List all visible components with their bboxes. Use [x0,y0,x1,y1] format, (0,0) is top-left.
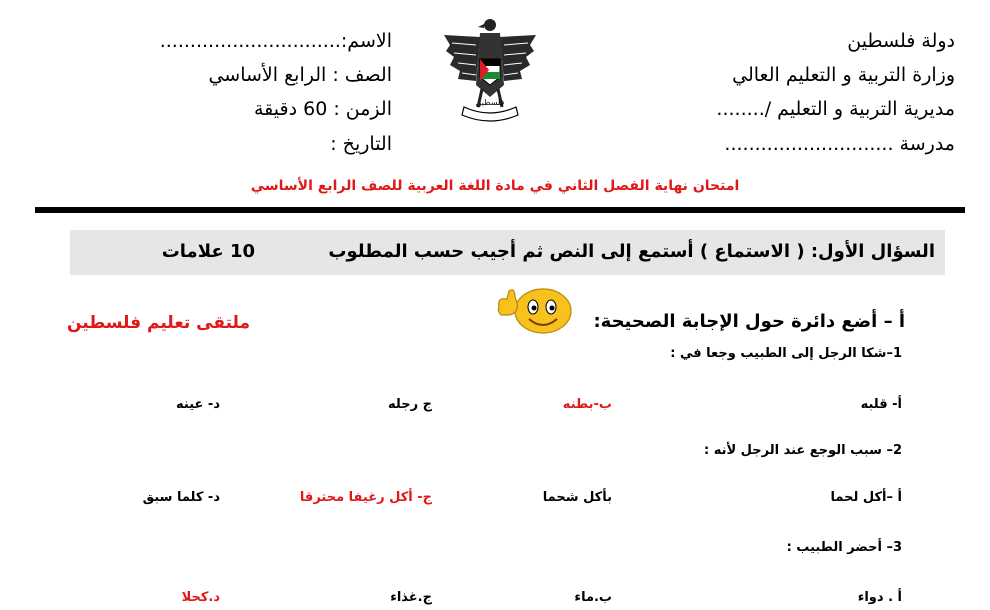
section-a-title: أ – أضع دائرة حول الإجابة الصحيحة: [593,311,905,332]
q1-option-d[interactable]: د- عينه [176,397,220,412]
question-2-text: 2– سبب الوجع عند الرجل لأنه : [703,443,902,458]
question-3-text: 3– أحضر الطبيب : [786,540,902,555]
school-line: مدرسة ............................ [724,133,955,155]
header-divider [35,207,965,213]
time-line: الزمن : 60 دقيقة [254,98,392,120]
student-name-field: الاسم:.............................. [159,30,392,52]
forum-name: ملتقى تعليم فلسطين [66,313,250,333]
directorate-line: مديرية التربية و التعليم /........ [716,98,955,120]
exam-title: امتحان نهاية الفصل الثاني في مادة اللغة العربية للصف الرابع الأساسي [250,178,740,194]
q2-option-b[interactable]: بأكل شحما [542,490,612,505]
q3-option-c[interactable]: ج.غذاء [390,590,432,605]
q1-option-a[interactable]: أ- قلبه [860,397,902,412]
question-1-text: 1–شكا الرجل إلى الطبيب وجعا في : [670,346,902,361]
emblem-caption: فلسطين [475,98,505,107]
state-name: دولة فلسطين [847,30,955,52]
q3-option-a[interactable]: أ . دواء [857,590,902,605]
ministry-name: وزارة التربية و التعليم العالي [732,64,955,86]
grade-line: الصف : الرابع الأساسي [208,64,392,86]
question1-title: السؤال الأول: ( الاستماع ) أستمع إلى النص ثم أجيب حسب المطلوب [328,241,935,262]
q2-option-d[interactable]: د- كلما سبق [142,490,220,505]
q3-option-b[interactable]: ب.ماء [574,590,612,605]
smiley-thumbs-up-icon [495,283,575,335]
question1-marks: 10 علامات [161,241,255,262]
q2-option-c[interactable]: ج- أكل رغيفا محترقا [299,490,432,505]
q2-option-a[interactable]: أ –أكل لحما [830,490,902,505]
palestine-eagle-emblem [440,15,540,127]
date-line: التاريخ : [330,133,392,155]
q3-option-d[interactable]: د.كحلا [181,590,220,605]
q1-option-c[interactable]: ج رجله [388,397,432,412]
q1-option-b[interactable]: ب-بطنه [562,397,612,412]
